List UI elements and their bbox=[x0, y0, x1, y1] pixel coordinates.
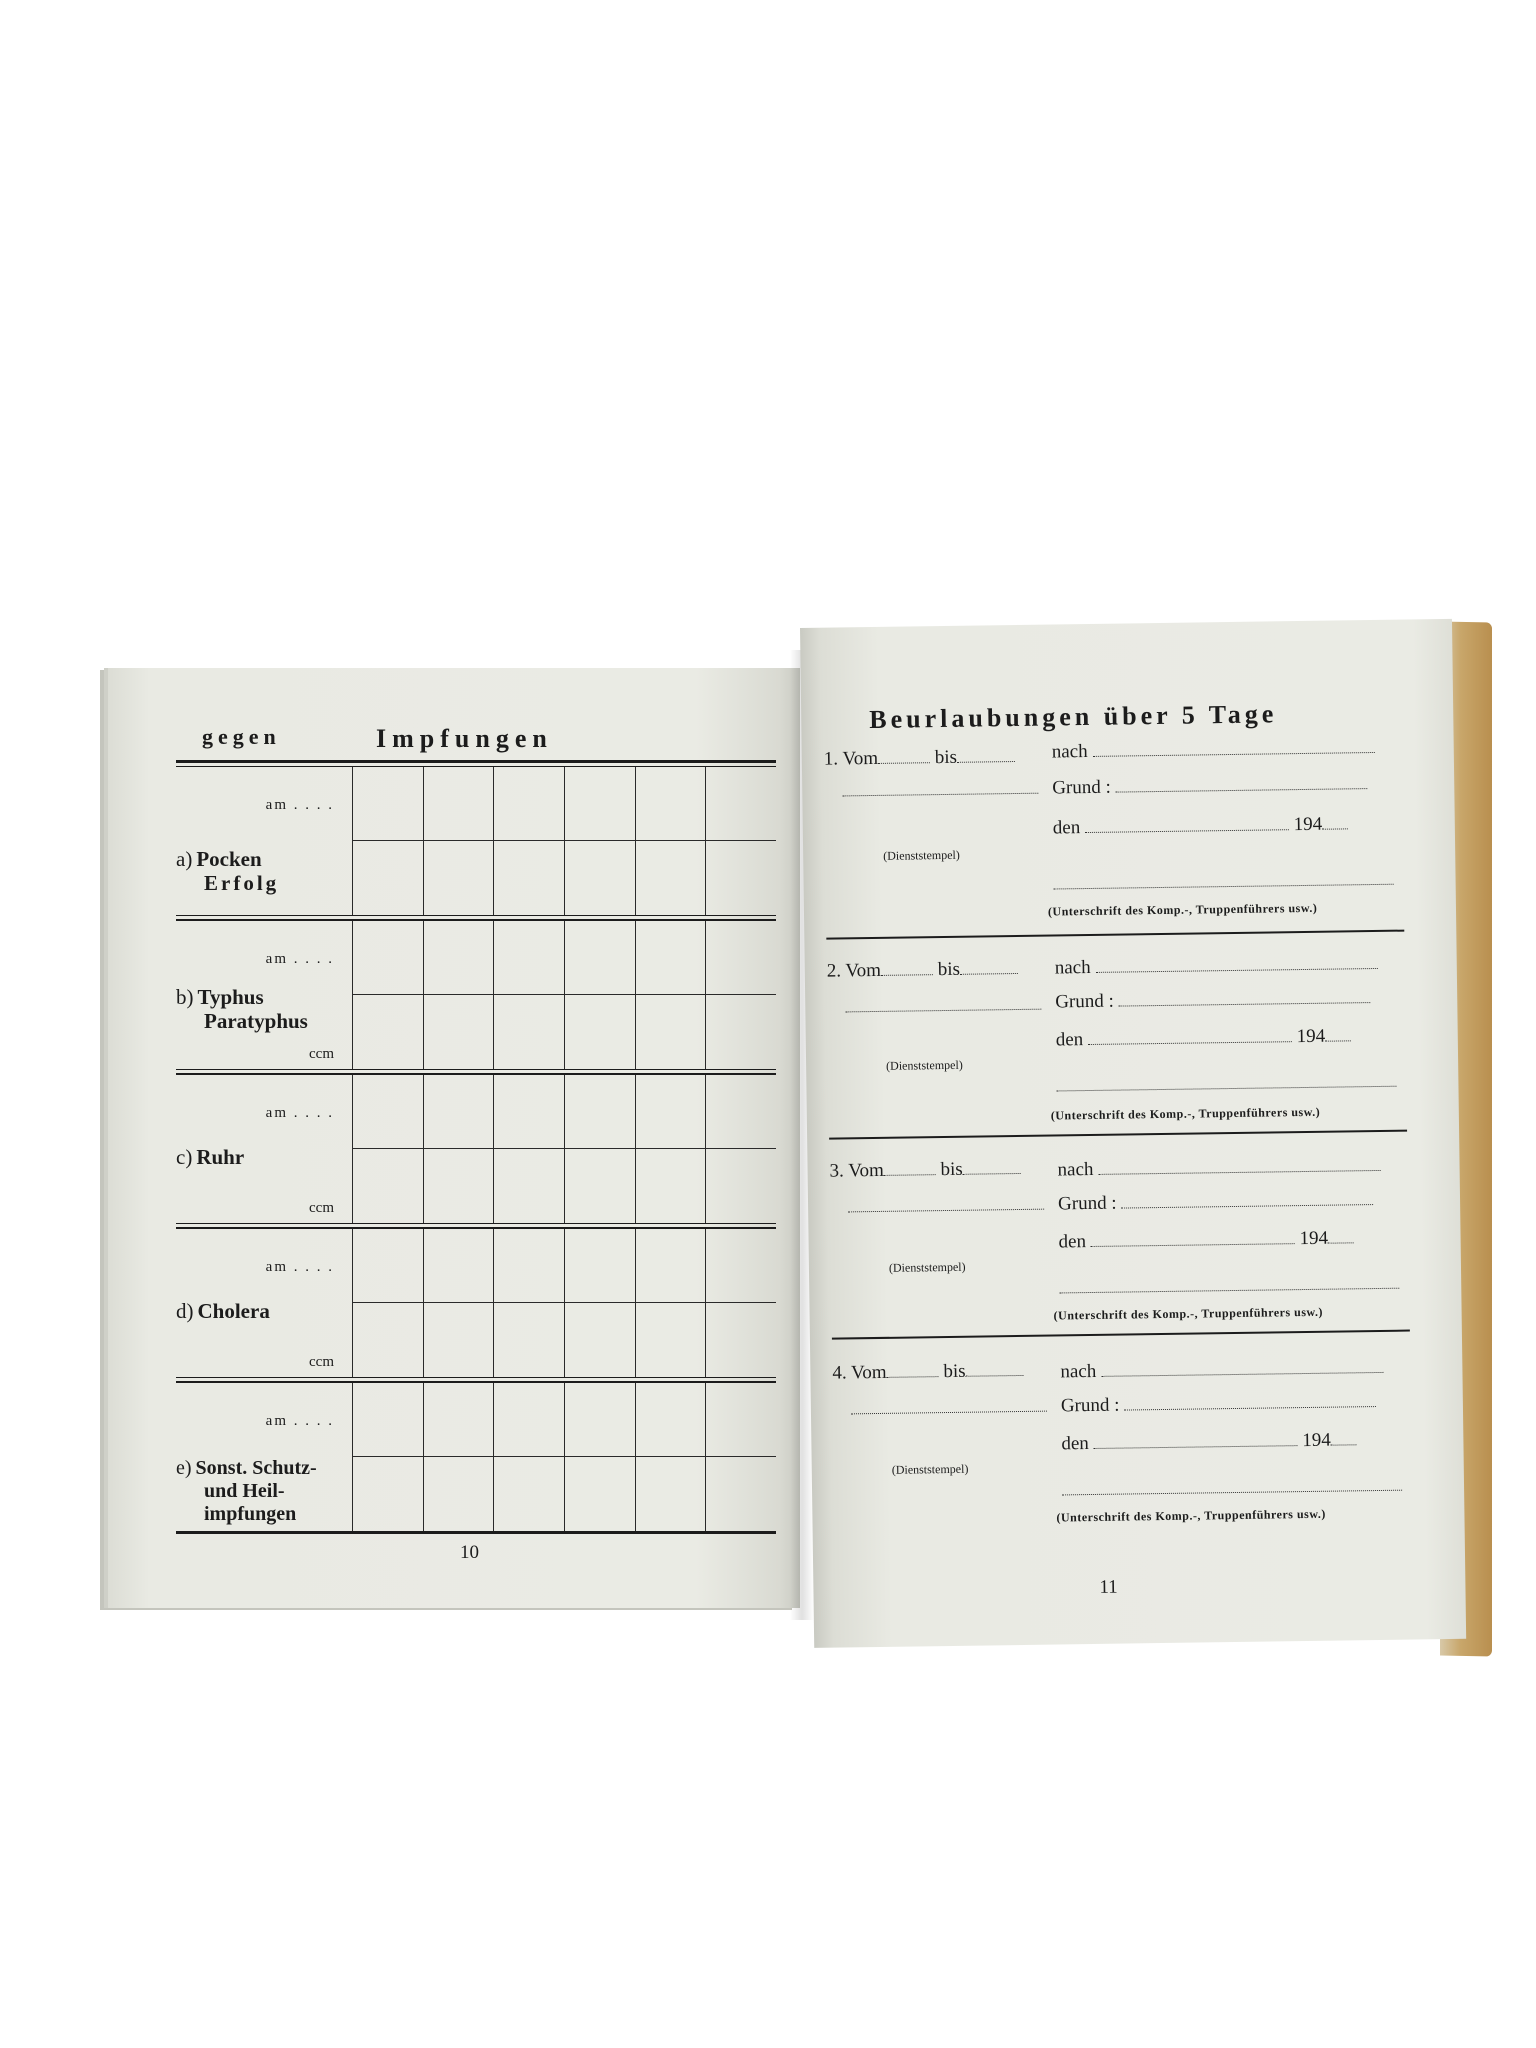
entry-cell[interactable] bbox=[352, 1149, 423, 1223]
from-date-field[interactable] bbox=[878, 746, 930, 764]
entry-cell[interactable] bbox=[635, 1303, 706, 1377]
date-label: den bbox=[1055, 1029, 1084, 1051]
vaccine-name-line: und Heil- bbox=[204, 1480, 285, 1502]
entry-cell[interactable] bbox=[493, 841, 564, 915]
destination-field[interactable] bbox=[1098, 1154, 1380, 1175]
destination-label: nach bbox=[1054, 956, 1091, 979]
blank-field[interactable] bbox=[851, 1395, 1047, 1415]
row-letter: a) bbox=[176, 847, 193, 871]
entry-cell[interactable] bbox=[423, 921, 494, 995]
date-label: am . . . . bbox=[265, 1105, 334, 1121]
vaccine-name bbox=[176, 847, 279, 895]
official-stamp-label: (Dienststempel) bbox=[888, 1259, 966, 1275]
table-top-rule bbox=[176, 760, 776, 767]
entry-cell[interactable] bbox=[423, 1303, 494, 1377]
entry-cell[interactable] bbox=[564, 1383, 635, 1457]
row-letter: b) bbox=[176, 985, 194, 1009]
entry-cell[interactable] bbox=[352, 767, 423, 841]
from-date-field[interactable] bbox=[886, 1360, 938, 1378]
entry-cell[interactable] bbox=[564, 1075, 635, 1149]
from-date-field[interactable] bbox=[884, 1158, 936, 1176]
vaccine-name-line: Cholera bbox=[197, 1299, 270, 1323]
year-field[interactable] bbox=[1331, 1428, 1357, 1445]
vaccine-name-line: Sonst. Schutz- bbox=[195, 1457, 317, 1479]
entry-cell[interactable] bbox=[352, 1075, 423, 1149]
entry-cell[interactable] bbox=[564, 1457, 635, 1531]
row-label bbox=[176, 767, 352, 915]
until-date-field[interactable] bbox=[963, 1157, 1021, 1175]
reason-field[interactable] bbox=[1118, 986, 1370, 1007]
reason-label: Grund : bbox=[1052, 776, 1111, 799]
entry-cell[interactable] bbox=[705, 1383, 776, 1457]
date-label: am . . . . bbox=[265, 797, 334, 813]
entry-cell[interactable] bbox=[705, 1229, 776, 1303]
date-label: am . . . . bbox=[265, 1413, 334, 1429]
vaccine-name bbox=[176, 1299, 270, 1323]
entry-cell[interactable] bbox=[564, 1229, 635, 1303]
vaccine-name bbox=[176, 1457, 317, 1526]
leave-entry bbox=[832, 1332, 1413, 1538]
entry-cell[interactable] bbox=[705, 1303, 776, 1377]
date-label: am . . . . bbox=[265, 1259, 334, 1275]
destination-field[interactable] bbox=[1092, 736, 1374, 757]
entry-cell[interactable] bbox=[635, 1149, 706, 1223]
entry-number: 1. Vom bbox=[823, 747, 879, 770]
entry-cell[interactable] bbox=[493, 1149, 564, 1223]
page-number: 11 bbox=[1099, 1576, 1118, 1598]
entry-cell[interactable] bbox=[564, 841, 635, 915]
vaccine-name-line: impfungen bbox=[204, 1503, 297, 1525]
entry-cell[interactable] bbox=[705, 1149, 776, 1223]
issue-date-field[interactable] bbox=[1085, 813, 1289, 833]
leave-entry bbox=[826, 932, 1407, 1140]
year-label: 194 bbox=[1296, 1025, 1326, 1048]
official-stamp-label: (Dienststempel) bbox=[891, 1461, 969, 1477]
row-letter: c) bbox=[176, 1145, 193, 1169]
entry-cell[interactable] bbox=[705, 995, 776, 1069]
year-field[interactable] bbox=[1328, 1226, 1354, 1243]
entry-grid bbox=[352, 1075, 776, 1223]
year-field[interactable] bbox=[1325, 1024, 1351, 1041]
entry-number: 3. Vom bbox=[829, 1159, 884, 1182]
until-label: bis bbox=[937, 958, 961, 981]
until-date-field[interactable] bbox=[965, 1359, 1023, 1377]
entry-cell[interactable] bbox=[493, 1303, 564, 1377]
reason-label: Grund : bbox=[1060, 1394, 1120, 1417]
entry-cell[interactable] bbox=[352, 995, 423, 1069]
entry-cell[interactable] bbox=[493, 1229, 564, 1303]
entry-cell[interactable] bbox=[423, 1075, 494, 1149]
ccm-label: ccm bbox=[309, 1046, 334, 1062]
vaccine-name bbox=[176, 985, 308, 1033]
entry-cell[interactable] bbox=[705, 767, 776, 841]
until-label: bis bbox=[934, 746, 958, 769]
entry-cell[interactable] bbox=[352, 921, 423, 995]
blank-field[interactable] bbox=[842, 777, 1038, 797]
entry-cell[interactable] bbox=[493, 767, 564, 841]
destination-field[interactable] bbox=[1095, 952, 1377, 973]
entry-cell[interactable] bbox=[493, 1457, 564, 1531]
entry-cell[interactable] bbox=[352, 1383, 423, 1457]
signature-field[interactable] bbox=[1059, 1272, 1399, 1294]
entry-cell[interactable] bbox=[352, 1229, 423, 1303]
entry-cell[interactable] bbox=[564, 921, 635, 995]
until-date-field[interactable] bbox=[960, 957, 1018, 975]
entry-cell[interactable] bbox=[423, 767, 494, 841]
blank-field[interactable] bbox=[845, 993, 1041, 1013]
year-field[interactable] bbox=[1322, 812, 1348, 829]
destination-field[interactable] bbox=[1101, 1356, 1383, 1377]
reason-label: Grund : bbox=[1057, 1192, 1117, 1215]
date-label: den bbox=[1058, 1231, 1087, 1253]
vaccination-row bbox=[176, 1381, 776, 1531]
vaccine-name-line: Typhus bbox=[197, 985, 264, 1009]
issue-date-field[interactable] bbox=[1091, 1227, 1295, 1247]
entry-cell[interactable] bbox=[493, 1075, 564, 1149]
entry-cell[interactable] bbox=[423, 1229, 494, 1303]
vaccine-name-line: Ruhr bbox=[196, 1145, 245, 1169]
entry-grid bbox=[352, 1383, 776, 1531]
signature-caption: (Unterschrift des Komp.-, Truppenführers usw.) bbox=[1056, 1506, 1326, 1525]
vaccination-row bbox=[176, 1073, 776, 1224]
entry-cell[interactable] bbox=[705, 1457, 776, 1531]
reason-field[interactable] bbox=[1121, 1188, 1373, 1209]
page-title-impfungen: Impfungen bbox=[376, 724, 553, 753]
until-date-field[interactable] bbox=[957, 745, 1015, 763]
entry-cell[interactable] bbox=[493, 921, 564, 995]
row-letter: d) bbox=[176, 1299, 194, 1323]
signature-caption: (Unterschrift des Komp.-, Truppenführers usw.) bbox=[1053, 1304, 1324, 1323]
ccm-label: ccm bbox=[309, 1200, 334, 1216]
row-label bbox=[176, 1229, 352, 1377]
vaccination-table bbox=[176, 760, 776, 1534]
entry-number: 4. Vom bbox=[832, 1361, 887, 1384]
entry-cell[interactable] bbox=[635, 1383, 706, 1457]
row-label bbox=[176, 1383, 352, 1531]
official-stamp-label: (Dienststempel) bbox=[883, 847, 960, 863]
entry-cell[interactable] bbox=[423, 841, 494, 915]
entry-cell[interactable] bbox=[635, 995, 706, 1069]
signature-field[interactable] bbox=[1056, 1070, 1396, 1092]
column-header-gegen: gegen bbox=[202, 724, 281, 749]
vaccination-row bbox=[176, 767, 776, 916]
entry-grid bbox=[352, 921, 776, 1069]
date-label: am . . . . bbox=[265, 951, 334, 967]
destination-label: nach bbox=[1057, 1158, 1094, 1181]
entry-grid bbox=[352, 767, 776, 915]
blank-field[interactable] bbox=[848, 1193, 1044, 1213]
entry-cell[interactable] bbox=[635, 921, 706, 995]
issue-date-field[interactable] bbox=[1093, 1429, 1297, 1449]
reason-field[interactable] bbox=[1124, 1390, 1376, 1411]
official-stamp-label: (Dienststempel) bbox=[886, 1057, 963, 1073]
signature-caption: (Unterschrift des Komp.-, Truppenführers usw.) bbox=[1047, 900, 1318, 919]
entry-cell[interactable] bbox=[352, 1303, 423, 1377]
entry-cell[interactable] bbox=[635, 841, 706, 915]
left-page bbox=[108, 668, 800, 1608]
ccm-label: ccm bbox=[309, 1354, 334, 1370]
entry-cell[interactable] bbox=[635, 1075, 706, 1149]
right-page bbox=[800, 619, 1466, 1648]
entry-cell[interactable] bbox=[635, 767, 706, 841]
entry-cell[interactable] bbox=[423, 1149, 494, 1223]
issue-date-field[interactable] bbox=[1088, 1025, 1292, 1045]
entry-cell[interactable] bbox=[423, 995, 494, 1069]
entry-cell[interactable] bbox=[493, 1383, 564, 1457]
entry-cell[interactable] bbox=[705, 841, 776, 915]
page-title-beurlaubungen: Beurlaubungen über 5 Tage bbox=[869, 699, 1278, 735]
entry-grid bbox=[352, 1229, 776, 1377]
signature-field[interactable] bbox=[1053, 868, 1393, 890]
until-label: bis bbox=[943, 1360, 966, 1383]
entry-cell[interactable] bbox=[564, 995, 635, 1069]
page-number: 10 bbox=[460, 1542, 479, 1563]
row-label bbox=[176, 921, 352, 1069]
vaccine-name-line: Pocken bbox=[196, 847, 262, 871]
leave-entry bbox=[829, 1132, 1410, 1340]
date-label: den bbox=[1052, 817, 1081, 839]
destination-label: nach bbox=[1051, 740, 1088, 763]
entry-cell[interactable] bbox=[705, 1075, 776, 1149]
entry-cell[interactable] bbox=[423, 1457, 494, 1531]
table-bottom-rule bbox=[176, 1531, 776, 1534]
entry-cell[interactable] bbox=[352, 841, 423, 915]
row-label bbox=[176, 1075, 352, 1223]
entry-cell[interactable] bbox=[635, 1457, 706, 1531]
year-label: 194 bbox=[1302, 1429, 1331, 1452]
entry-cell[interactable] bbox=[493, 995, 564, 1069]
entry-number: 2. Vom bbox=[826, 959, 882, 982]
from-date-field[interactable] bbox=[881, 958, 933, 976]
entry-cell[interactable] bbox=[352, 1457, 423, 1531]
destination-label: nach bbox=[1060, 1360, 1097, 1383]
entry-cell[interactable] bbox=[564, 1149, 635, 1223]
entry-cell[interactable] bbox=[423, 1383, 494, 1457]
year-label: 194 bbox=[1299, 1227, 1329, 1250]
leave-entry bbox=[824, 732, 1405, 940]
reason-field[interactable] bbox=[1115, 772, 1367, 793]
until-label: bis bbox=[940, 1158, 963, 1181]
signature-field[interactable] bbox=[1062, 1474, 1402, 1496]
vaccine-name-line: Paratyphus bbox=[204, 1009, 308, 1033]
entry-cell[interactable] bbox=[564, 1303, 635, 1377]
signature-caption: (Unterschrift des Komp.-, Truppenführers usw.) bbox=[1050, 1104, 1321, 1123]
year-label: 194 bbox=[1293, 813, 1323, 836]
reason-label: Grund : bbox=[1055, 990, 1114, 1013]
entry-cell[interactable] bbox=[564, 767, 635, 841]
entry-cell[interactable] bbox=[635, 1229, 706, 1303]
vaccine-name bbox=[176, 1145, 244, 1169]
vaccination-row bbox=[176, 919, 776, 1070]
vaccine-name-line: Erfolg bbox=[204, 871, 280, 895]
row-letter: e) bbox=[176, 1457, 192, 1479]
entry-cell[interactable] bbox=[705, 921, 776, 995]
date-label: den bbox=[1061, 1433, 1089, 1455]
vaccination-row bbox=[176, 1227, 776, 1378]
